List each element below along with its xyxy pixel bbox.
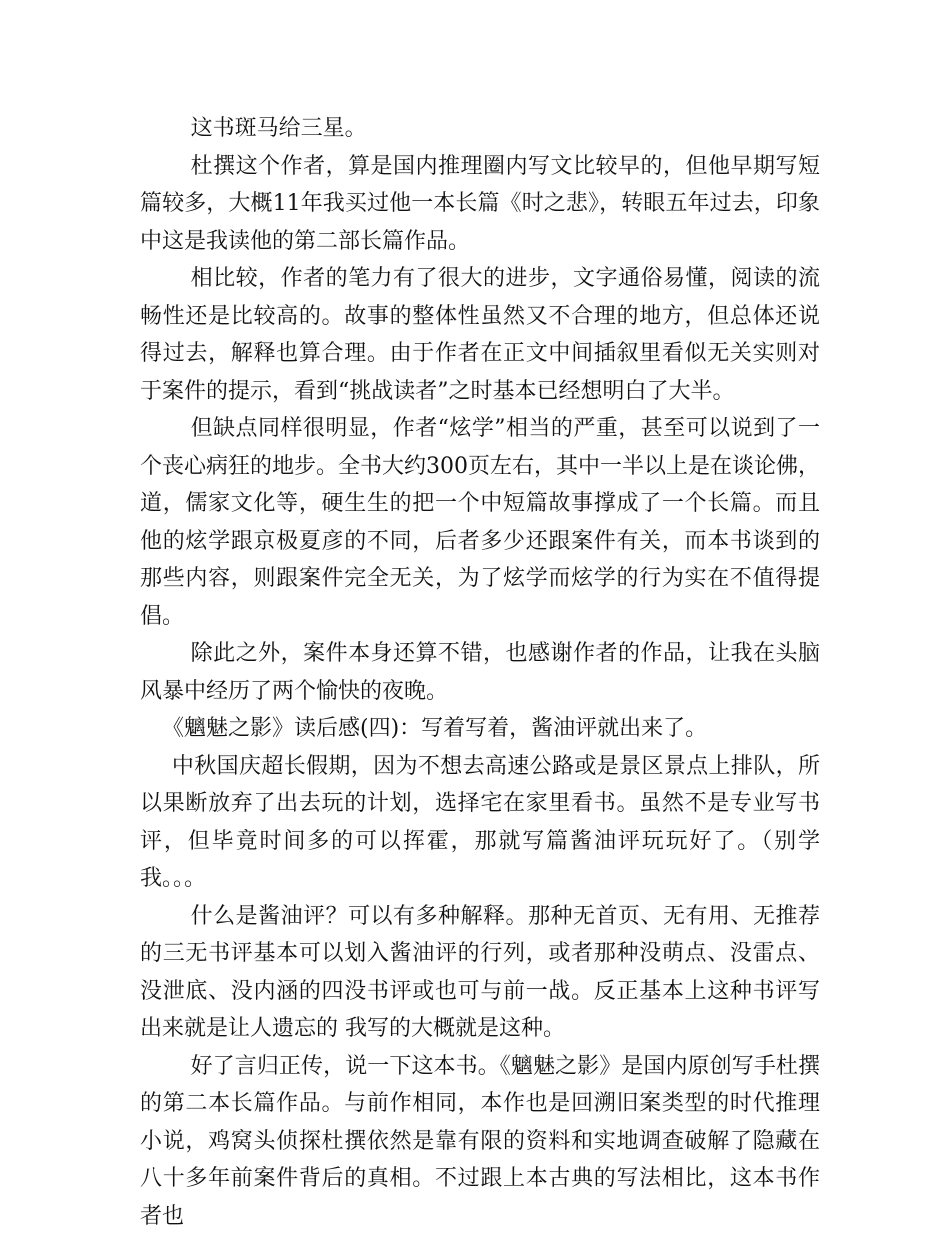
paragraph-strengths: 相比较，作者的笔力有了很大的进步，文字通俗易懂，阅读的流畅性还是比较高的。故事的整体性虽然又不合理的地方，但总体还说得过去，解释也算合理。由于作者在正文中间插叙里看似无关实则对于案件的提示，看到“挑战读者”之时基本已经想明白了大半。 [140, 260, 820, 410]
paragraph-author-intro: 杜撰这个作者，算是国内推理圈内写文比较早的，但他早期写短篇较多，大概11年我买过他一本长篇《时之悲》，转眼五年过去，印象中这是我读他的第二部长篇作品。 [140, 148, 820, 261]
paragraph-conclusion: 除此之外，案件本身还算不错，也感谢作者的作品，让我在头脑风暴中经历了两个愉快的夜晚。 [140, 635, 820, 710]
paragraph-weaknesses: 但缺点同样很明显，作者“炫学”相当的严重，甚至可以说到了一个丧心病狂的地步。全书大约300页左右，其中一半以上是在谈论佛，道，儒家文化等，硬生生的把一个中短篇故事撑成了一个长篇。而且他的炫学跟京极夏彦的不同，后者多少还跟案件有关，而本书谈到的那些内容，则跟案件完全无关，为了炫学而炫学的行为实在不值得提倡。 [140, 410, 820, 635]
paragraph-definition: 什么是酱油评？可以有多种解释。那种无首页、无有用、无推荐的三无书评基本可以划入酱油评的行列，或者那种没萌点、没雷点、没泄底、没内涵的四没书评或也可与前一战。反正基本上这种书评写出来就是让人遗忘的 我写的大概就是这种。 [140, 898, 820, 1048]
paragraph-book-intro: 好了言归正传，说一下这本书。《魑魅之影》是国内原创写手杜撰的第二本长篇作品。与前作相同，本作也是回溯旧案类型的时代推理小说，鸡窝头侦探杜撰依然是靠有限的资料和实地调查破解了隐藏在八十多年前案件背后的真相。不过跟上本古典的写法相比，这本书作者也 [140, 1048, 820, 1235]
paragraph-holiday: 中秋国庆超长假期，因为不想去高速公路或是景区景点上排队，所以果断放弃了出去玩的计划，选择宅在家里看书。虽然不是专业写书评，但毕竟时间多的可以挥霍，那就写篇酱油评玩玩好了。（别学我。。。 [140, 748, 820, 898]
section-heading: 《魑魅之影》读后感(四)：写着写着，酱油评就出来了。 [140, 710, 820, 748]
document-body [140, 110, 820, 1235]
paragraph-rating: 这书斑马给三星。 [140, 110, 820, 148]
